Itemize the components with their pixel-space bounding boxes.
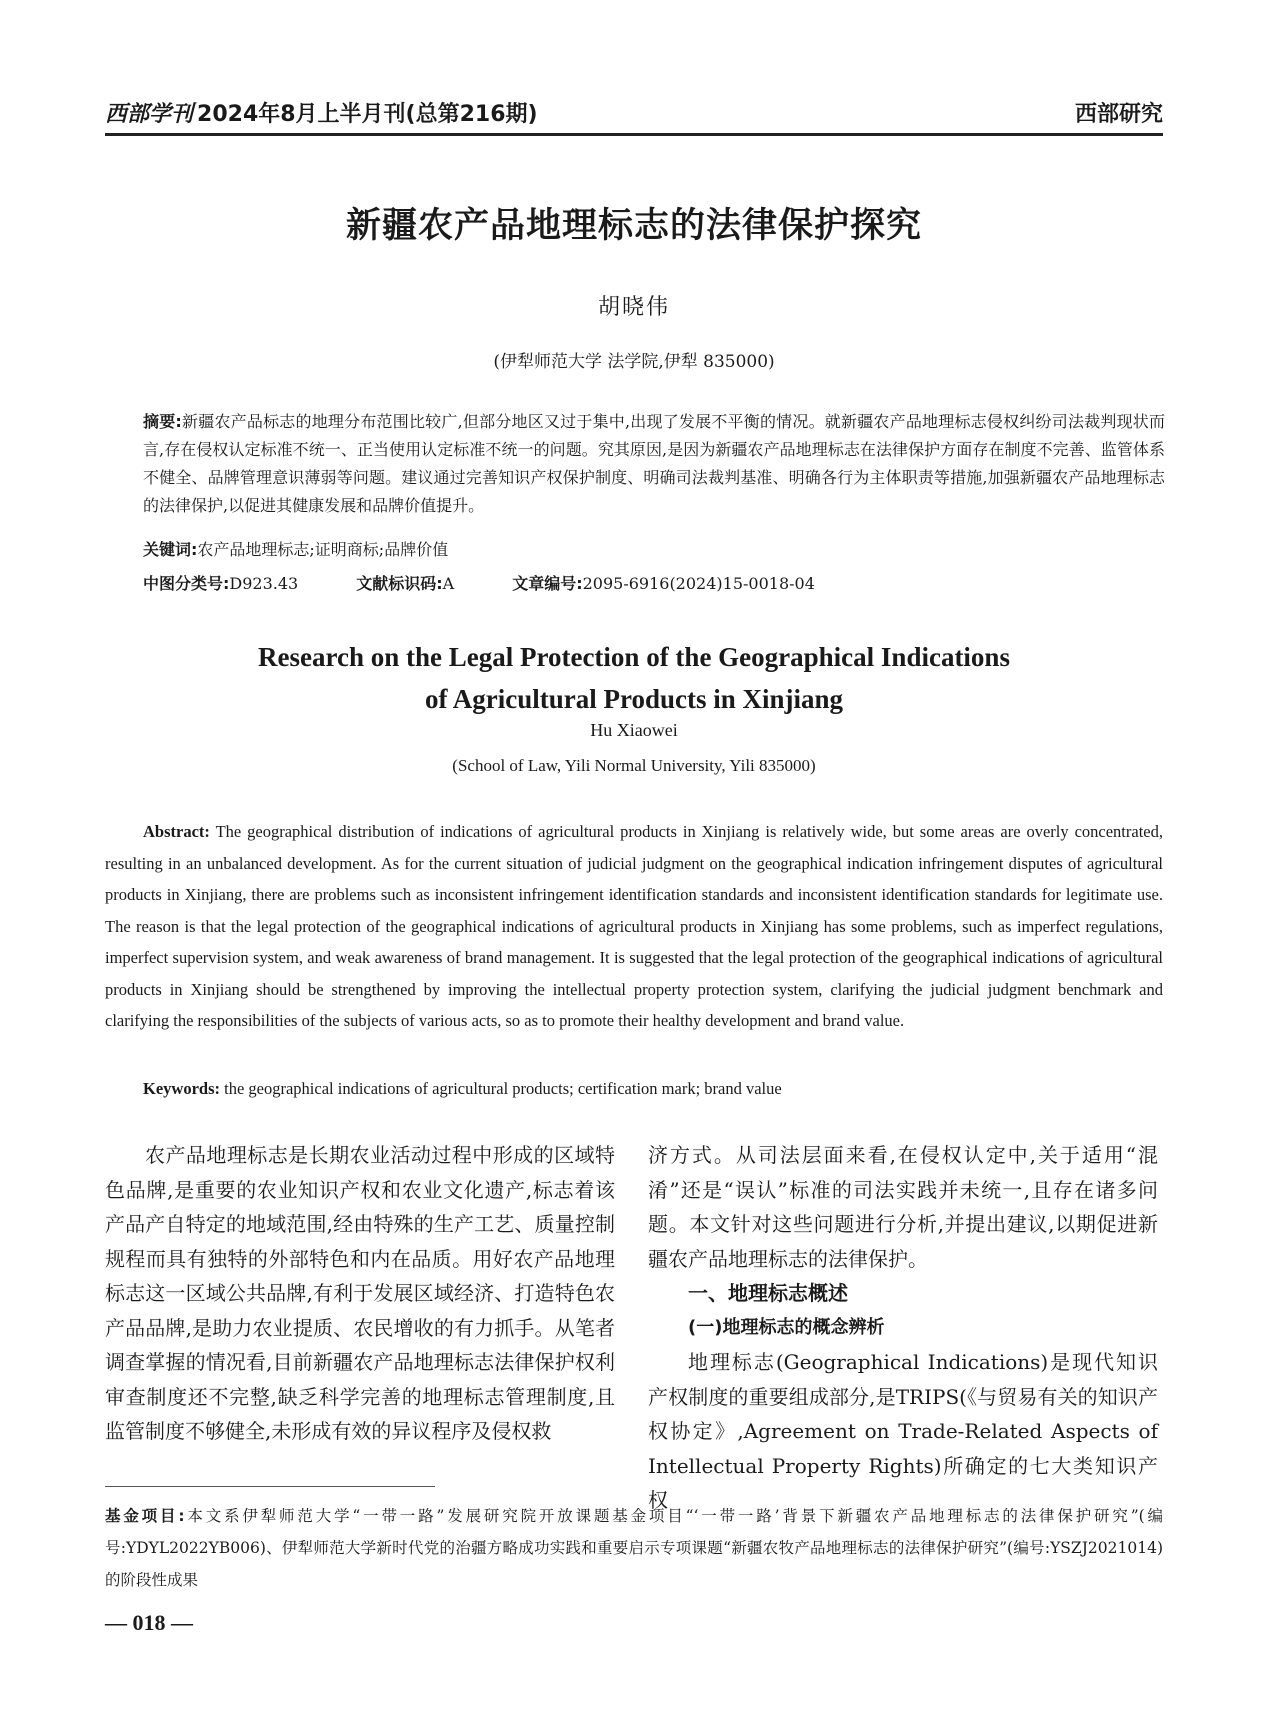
abstract-zh-label: 摘要: — [143, 412, 182, 431]
title-en-line2: of Agricultural Products in Xinjiang — [424, 684, 844, 714]
document-code — [356, 570, 454, 598]
author-en: Hu Xiaowei — [590, 720, 678, 740]
keywords-en — [143, 1075, 782, 1103]
footnote-text: 本文系伊犁师范大学“一带一路”发展研究院开放课题基金项目“‘一带一路’背景下新疆农产品地理标志的法律保护研究”(编号:YDYL2022YB006)、伊犁师范大学新时代党的治疆方略成功实践和重要启示专项课题“新疆农牧产品地理标志的法律保护研究”(编号:YSZJ2021014)的阶段性成果 — [105, 1507, 1164, 1589]
journal-logo: 西部学刊 — [105, 101, 194, 127]
abstract-en-text: The geographical distribution of indications of agricultural products in Xinjiang is relatively wide, but some areas are overly concentrated, resulting in an unbalanced development. As for the current situation of judicial judgment on the geographical indication infringement disputes of agricultural products in Xinjiang, there are problems such as inconsistent infringement identification standards and inconsistent identification standards for legitimate use. The reason is that the legal protection of the geographical indications of agricultural products in Xinjiang has some problems, such as imperfect regulations, imperfect supervision system, and weak awareness of brand management. It is suggested that the legal protection of the geographical indications of agricultural products in Xinjiang should be strengthened by improving the intellectual property protection system, clarifying the judicial judgment benchmark and clarifying the responsibilities of the subjects of various acts, so as to promote their healthy development and brand value. — [105, 822, 1163, 1030]
section-name: 西部研究 — [1074, 102, 1163, 127]
keywords-en-label: Keywords: — [143, 1079, 220, 1098]
footnote-label: 基金项目: — [105, 1507, 185, 1525]
doc-value: A — [442, 574, 455, 593]
art-label: 文章编号: — [512, 574, 583, 593]
keywords-zh — [143, 536, 448, 564]
keywords-en-text: the geographical indications of agricultural products; certification mark; brand value — [224, 1079, 782, 1098]
body-paragraph: 农产品地理标志是长期农业活动过程中形成的区域特色品牌,是重要的农业知识产权和农业文化遗产,标志着该产品产自特定的地域范围,经由特殊的生产工艺、质量控制规程而具有独特的外部特色和内在品质。用好农产品地理标志这一区域公共品牌,有利于发展区域经济、打造特色农产品品牌,是助力农业提质、农民增收的有力抓手。从笔者调查掌握的情况看,目前新疆农产品地理标志法律保护权利审查制度还不完整,缺乏科学完善的地理标志管理制度,且监管制度不够健全,未形成有效的异议程序及侵权救 — [105, 1143, 615, 1443]
section-heading: 一、地理标志概述 — [688, 1281, 848, 1305]
clc-number — [143, 570, 298, 598]
title-zh: 新疆农产品地理标志的法律保护探究 — [345, 206, 922, 246]
abstract-en-label: Abstract: — [143, 822, 210, 841]
title-en-line1: Research on the Legal Protection of the Geographical Indications — [258, 642, 1010, 672]
author-zh: 胡晓伟 — [597, 295, 670, 320]
abstract-zh-text: 新疆农产品标志的地理分布范围比较广,但部分地区又过于集中,出现了发展不平衡的情况。就新疆农产品地理标志侵权纠纷司法裁判现状而言,存在侵权认定标准不统一、正当使用认定标准不统一的问题。究其原因,是因为新疆农产品地理标志在法律保护方面存在制度不完善、监管体系不健全、品牌管理意识薄弱等问题。建议通过完善知识产权保护制度、明确司法裁判基准、明确各行为主体职责等措施,加强新疆农产品地理标志的法律保护,以促进其健康发展和品牌价值提升。 — [143, 412, 1165, 515]
body-paragraph-continued: 济方式。从司法层面来看,在侵权认定中,关于适用“混淆”还是“误认”标准的司法实践并未统一,且存在诸多问题。本文针对这些问题进行分析,并提出建议,以期促进新疆农产品地理标志的法律保护。 — [648, 1143, 1158, 1271]
clc-label: 中图分类号: — [143, 574, 230, 593]
abstract-en — [105, 816, 1163, 1037]
title-en — [0, 636, 1268, 720]
body-column-right — [648, 1138, 1158, 1518]
article-number — [512, 570, 815, 598]
footnote-rule — [105, 1486, 435, 1487]
clc-value: D923.43 — [229, 574, 299, 593]
doc-label: 文献标识码: — [356, 574, 443, 593]
affiliation-zh: (伊犁师范大学 法学院,伊犁 835000) — [493, 352, 775, 372]
keywords-zh-label: 关键词: — [143, 540, 198, 559]
affiliation-en: (School of Law, Yili Normal University, Yili 835000) — [452, 756, 816, 775]
body-paragraph: 地理标志(Geographical Indications)是现代知识产权制度的重要组成部分,是TRIPS(《与贸易有关的知识产权协定》,Agreement on Trade-Related Aspects of Intellectual Property Rights)所确定的七大类知识产权 — [648, 1350, 1158, 1512]
classification-row — [143, 570, 873, 598]
abstract-zh — [143, 408, 1165, 520]
body-column-left — [105, 1138, 615, 1449]
page-number: — 018 — — [105, 1610, 193, 1635]
running-header — [105, 92, 1163, 128]
keywords-zh-text: 农产品地理标志;证明商标;品牌价值 — [197, 540, 449, 559]
header-rule — [105, 133, 1163, 136]
funding-footnote — [105, 1500, 1163, 1596]
art-value: 2095-6916(2024)15-0018-04 — [582, 574, 815, 593]
subsection-heading: (一)地理标志的概念辨析 — [688, 1316, 885, 1338]
issue-text: 2024年8月上半月刊(总第216期) — [197, 102, 538, 127]
journal-issue — [105, 97, 538, 128]
